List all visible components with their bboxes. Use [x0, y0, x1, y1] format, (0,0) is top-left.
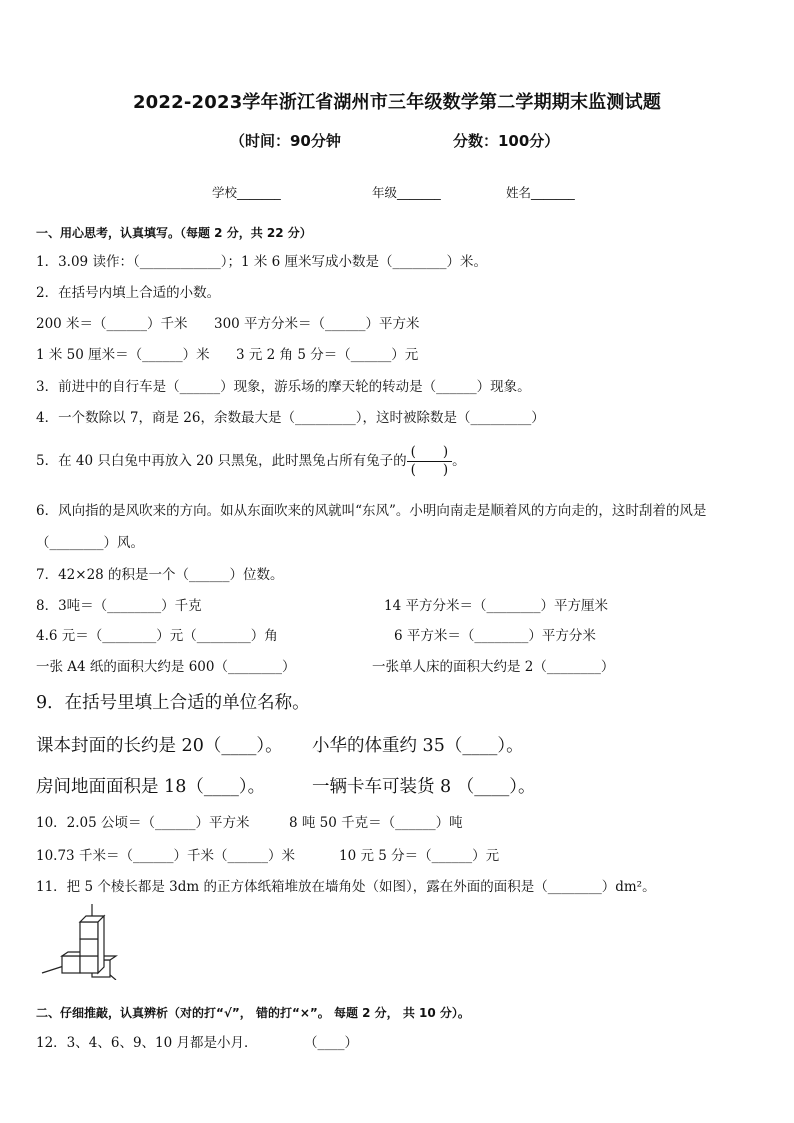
question-6-line2: （________）风。: [36, 535, 144, 551]
question-4: 4．一个数除以 7，商是 26，余数最大是（_________），这时被除数是（_________）: [36, 410, 545, 426]
question-2c: 1 米 50 厘米＝（______）米: [36, 347, 210, 363]
grade-field: 年级_______: [372, 185, 441, 200]
school-field: 学校_______: [212, 185, 281, 200]
question-9c: 房间地面面积是 18（____）。: [36, 777, 266, 797]
page-title: 2022-2023学年浙江省湖州市三年级数学第二学期期末监测试题: [132, 92, 662, 113]
name-field: 姓名_______: [506, 185, 575, 200]
question-9a: 课本封面的长约是 20（____）。: [36, 736, 283, 756]
question-7: 7．42×28 的积是一个（______）位数。: [36, 567, 284, 583]
question-2b: 300 平方分米＝（______）平方米: [214, 316, 420, 332]
cube-bottom-mid: [80, 956, 98, 973]
question-5: [36, 444, 466, 479]
stack-side-face: [98, 916, 104, 973]
question-8f: 一张单人床的面积大约是 2（________）: [372, 659, 615, 675]
question-5-text: 5．在 40 只白兔中再放入 20 只黑兔，此时黑兔占所有兔子的: [36, 453, 407, 469]
question-2a: 200 米＝（______）千米: [36, 316, 188, 332]
question-8e: 一张 A4 纸的面积大约是 600（________）: [36, 659, 296, 675]
question-5-end: 。: [452, 453, 466, 469]
question-1: 1．3.09 读作：（____________）；1 米 6 厘米写成小数是（________）米。: [36, 254, 487, 270]
question-10b: 8 吨 50 千克＝（______）吨: [289, 815, 463, 831]
question-12-answer-blank: （____）: [304, 1035, 358, 1051]
stacked-cubes-figure: [40, 900, 120, 980]
fraction-blank: [407, 444, 453, 479]
question-8c: 4.6 元＝（________）元（________）角: [36, 628, 278, 644]
exam-score: 分数：100分）: [453, 132, 560, 150]
question-10a: 10．2.05 公顷＝（______）平方米: [36, 815, 250, 831]
question-10d: 10 元 5 分＝（______）元: [339, 848, 500, 864]
question-9: 9．在括号里填上合适的单位名称。: [36, 693, 310, 713]
question-2d: 3 元 2 角 5 分＝（______）元: [236, 347, 419, 363]
question-2: 2．在括号内填上合适的小数。: [36, 285, 221, 301]
question-8d: 6 平方米＝（________）平方分米: [394, 628, 596, 644]
fraction-numerator: ( ): [407, 444, 453, 462]
exam-time: （时间：90分钟: [230, 132, 341, 150]
section-1-title: 一、用心思考，认真填写。（每题 2 分，共 22 分）: [36, 226, 312, 240]
cube-top: [80, 922, 98, 939]
question-9b: 小华的体重约 35（____）。: [312, 736, 524, 756]
question-8b: 14 平方分米＝（________）平方厘米: [384, 598, 608, 614]
cube-front-left: [62, 956, 80, 973]
fraction-denominator: ( ): [410, 462, 449, 478]
section-2-title: 二、仔细推敲，认真辨析（对的打“√”， 错的打“×”。 每题 2 分， 共 10 分）。: [36, 1006, 470, 1020]
question-8a: 8．3吨＝（________）千克: [36, 598, 202, 614]
question-12: 12．3、4、6、9、10 月都是小月．: [36, 1035, 258, 1051]
cube-middle: [80, 939, 98, 956]
question-11: 11．把 5 个棱长都是 3dm 的正方体纸箱堆放在墙角处（如图），露在外面的面积是（________）dm²。: [36, 879, 656, 895]
question-6-line1: 6．风向指的是风吹来的方向。如从东面吹来的风就叫“东风”。小明向南走是顺着风的方向走的，这时刮着的风是: [36, 503, 707, 519]
question-10c: 10.73 千米＝（______）千米（______）米: [36, 848, 295, 864]
question-3: 3．前进中的自行车是（______）现象，游乐场的摩天轮的转动是（______）现象。: [36, 379, 531, 395]
question-9d: 一辆卡车可装货 8 （____）。: [312, 777, 536, 797]
